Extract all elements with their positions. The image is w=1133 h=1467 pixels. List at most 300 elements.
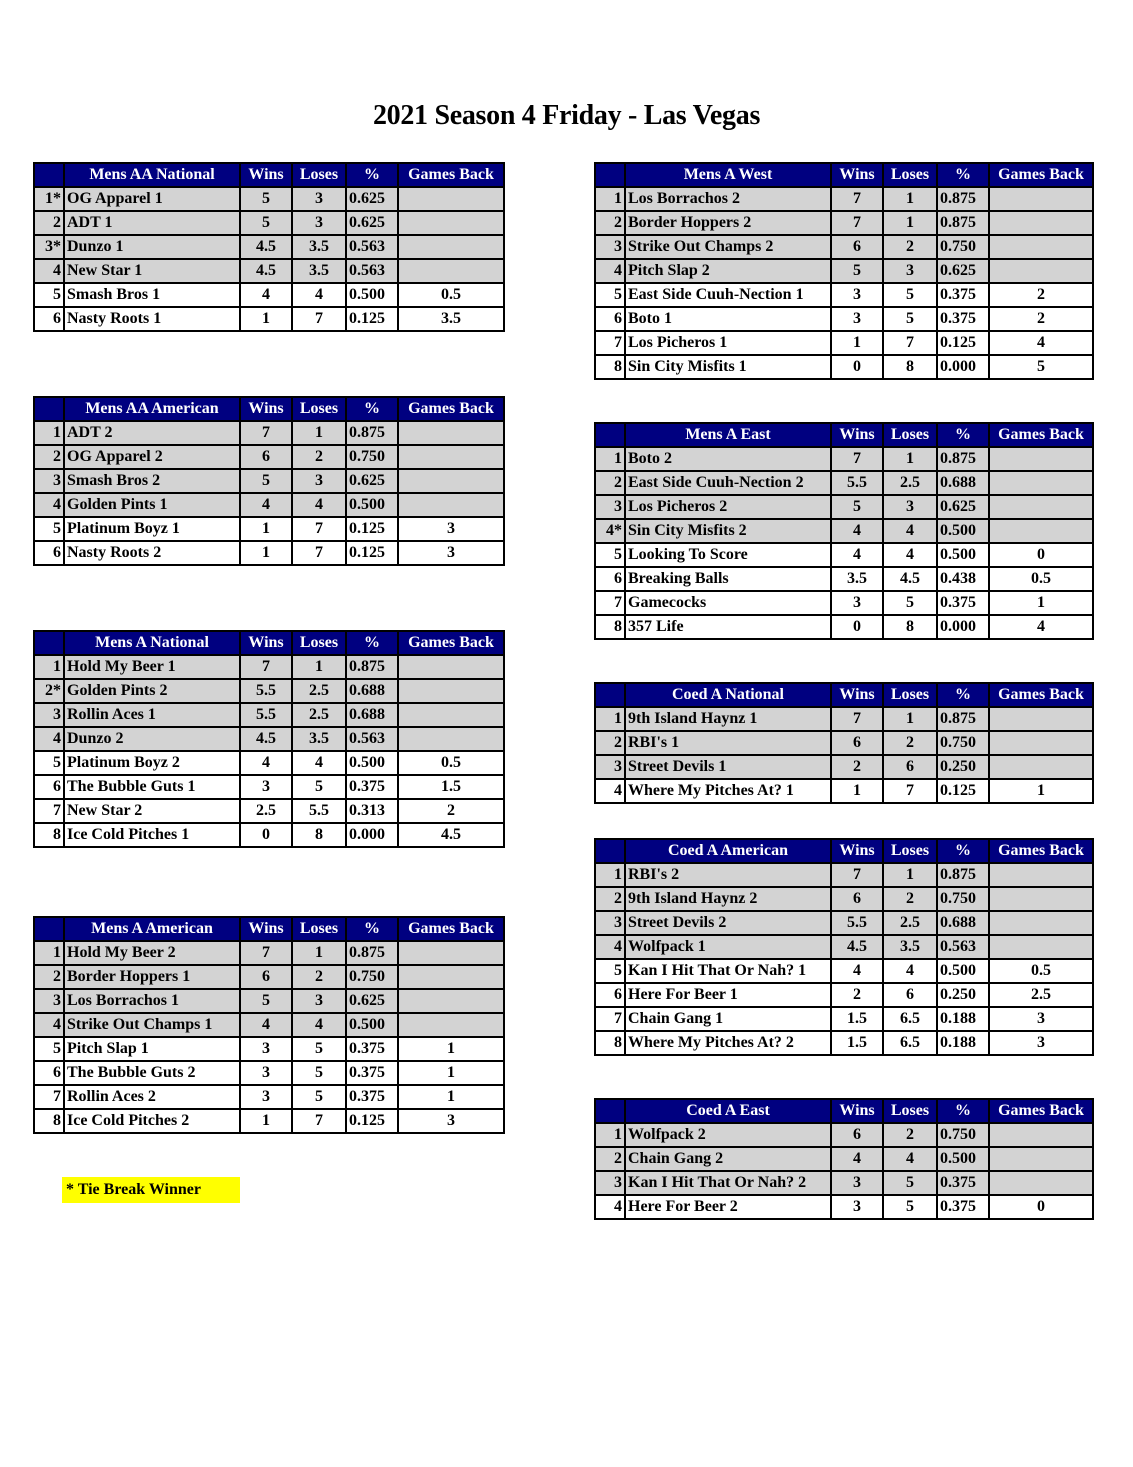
pct-cell: 0.688 — [346, 703, 398, 727]
table-row — [595, 887, 1093, 911]
table-row — [34, 517, 504, 541]
loses-header: Loses — [883, 839, 937, 863]
loses-cell: 2.5 — [292, 703, 346, 727]
team-name-cell: Chain Gang 2 — [625, 1147, 831, 1171]
pct-cell: 0.563 — [937, 935, 989, 959]
pct-cell: 0.000 — [937, 615, 989, 639]
wins-cell: 4.5 — [240, 727, 292, 751]
table-row — [595, 567, 1093, 591]
rank-cell: 7 — [595, 331, 625, 355]
table-row — [34, 799, 504, 823]
wins-cell: 3.5 — [831, 567, 883, 591]
pct-cell: 0.188 — [937, 1007, 989, 1031]
wins-cell: 4 — [240, 283, 292, 307]
loses-cell: 3 — [292, 989, 346, 1013]
wins-header: Wins — [831, 1099, 883, 1123]
games-back-cell — [398, 259, 504, 283]
pct-cell: 0.125 — [937, 331, 989, 355]
wins-cell: 3 — [831, 591, 883, 615]
division-name: Coed A American — [625, 839, 831, 863]
team-name-cell: Pitch Slap 1 — [64, 1037, 240, 1061]
games-back-cell: 2.5 — [989, 983, 1093, 1007]
wins-cell: 4.5 — [240, 235, 292, 259]
table-row — [595, 707, 1093, 731]
loses-cell: 8 — [292, 823, 346, 847]
division-table — [594, 422, 1094, 640]
pct-cell: 0.750 — [937, 1123, 989, 1147]
table-row — [34, 1037, 504, 1061]
games-back-cell: 1 — [989, 591, 1093, 615]
games-back-cell: 4.5 — [398, 823, 504, 847]
wins-cell: 7 — [240, 421, 292, 445]
wins-cell: 1.5 — [831, 1031, 883, 1055]
wins-cell: 3 — [831, 307, 883, 331]
wins-cell: 1 — [240, 541, 292, 565]
rank-cell: 7 — [34, 799, 64, 823]
division-name: Mens AA American — [64, 397, 240, 421]
games-back-cell: 2 — [398, 799, 504, 823]
games-back-cell — [398, 421, 504, 445]
loses-cell: 5 — [883, 1195, 937, 1219]
loses-cell: 6.5 — [883, 1031, 937, 1055]
games-back-header: Games Back — [989, 423, 1093, 447]
table-row — [34, 235, 504, 259]
table-row — [34, 679, 504, 703]
games-back-cell — [989, 471, 1093, 495]
games-back-cell: 3 — [398, 541, 504, 565]
division-table — [594, 682, 1094, 804]
team-name-cell: Golden Pints 1 — [64, 493, 240, 517]
loses-cell: 5 — [292, 775, 346, 799]
table-row — [34, 445, 504, 469]
rank-cell: 1 — [595, 863, 625, 887]
pct-cell: 0.313 — [346, 799, 398, 823]
team-name-cell: Ice Cold Pitches 2 — [64, 1109, 240, 1133]
games-back-cell: 0.5 — [989, 567, 1093, 591]
rank-cell: 3 — [595, 911, 625, 935]
team-name-cell: New Star 1 — [64, 259, 240, 283]
wins-cell: 2 — [831, 755, 883, 779]
rank-cell: 2 — [595, 731, 625, 755]
pct-cell: 0.375 — [346, 1037, 398, 1061]
loses-cell: 5 — [883, 1171, 937, 1195]
wins-cell: 3 — [831, 283, 883, 307]
loses-header: Loses — [292, 917, 346, 941]
table-row — [34, 965, 504, 989]
table-row — [595, 543, 1093, 567]
table-row — [595, 283, 1093, 307]
games-back-cell: 5 — [989, 355, 1093, 379]
wins-cell: 7 — [831, 187, 883, 211]
games-back-cell: 2 — [989, 307, 1093, 331]
division-header-row — [34, 631, 504, 655]
pct-cell: 0.500 — [937, 519, 989, 543]
table-row — [595, 1171, 1093, 1195]
team-name-cell: Los Borrachos 2 — [625, 187, 831, 211]
pct-cell: 0.875 — [346, 655, 398, 679]
games-back-cell: 1 — [398, 1085, 504, 1109]
table-row — [34, 211, 504, 235]
team-name-cell: Strike Out Champs 1 — [64, 1013, 240, 1037]
team-name-cell: Looking To Score — [625, 543, 831, 567]
division-header-row — [595, 163, 1093, 187]
loses-cell: 4 — [292, 283, 346, 307]
team-name-cell: East Side Cuuh-Nection 1 — [625, 283, 831, 307]
team-name-cell: Golden Pints 2 — [64, 679, 240, 703]
division-table — [33, 630, 505, 848]
loses-cell: 1 — [883, 187, 937, 211]
team-name-cell: Nasty Roots 1 — [64, 307, 240, 331]
pct-cell: 0.875 — [937, 187, 989, 211]
loses-cell: 7 — [292, 307, 346, 331]
rank-cell: 7 — [34, 1085, 64, 1109]
table-row — [34, 187, 504, 211]
tie-break-legend: * Tie Break Winner — [62, 1177, 240, 1203]
wins-cell: 3 — [240, 775, 292, 799]
team-name-cell: Los Picheros 2 — [625, 495, 831, 519]
rank-cell: 1 — [34, 421, 64, 445]
wins-cell: 6 — [240, 445, 292, 469]
pct-cell: 0.125 — [937, 779, 989, 803]
loses-cell: 4 — [883, 1147, 937, 1171]
pct-cell: 0.688 — [937, 911, 989, 935]
loses-header: Loses — [292, 163, 346, 187]
games-back-cell — [989, 755, 1093, 779]
rank-header — [34, 397, 64, 421]
loses-cell: 2 — [883, 887, 937, 911]
wins-cell: 3 — [240, 1061, 292, 1085]
table-row — [595, 447, 1093, 471]
loses-cell: 3 — [883, 495, 937, 519]
loses-cell: 3.5 — [292, 727, 346, 751]
table-row — [595, 211, 1093, 235]
wins-cell: 1 — [240, 1109, 292, 1133]
games-back-cell: 4 — [989, 331, 1093, 355]
division-header-row — [34, 917, 504, 941]
rank-cell: 2 — [595, 211, 625, 235]
table-row — [595, 731, 1093, 755]
pct-cell: 0.625 — [937, 495, 989, 519]
games-back-header: Games Back — [398, 631, 504, 655]
team-name-cell: Here For Beer 2 — [625, 1195, 831, 1219]
loses-header: Loses — [883, 163, 937, 187]
loses-cell: 3 — [292, 187, 346, 211]
loses-cell: 8 — [883, 615, 937, 639]
table-row — [34, 541, 504, 565]
wins-cell: 4.5 — [240, 259, 292, 283]
table-row — [34, 283, 504, 307]
team-name-cell: Gamecocks — [625, 591, 831, 615]
wins-header: Wins — [240, 397, 292, 421]
loses-cell: 2 — [883, 1123, 937, 1147]
table-row — [34, 1109, 504, 1133]
pct-cell: 0.750 — [937, 235, 989, 259]
table-row — [595, 187, 1093, 211]
games-back-cell: 3 — [398, 517, 504, 541]
pct-header: % — [346, 397, 398, 421]
pct-cell: 0.750 — [346, 965, 398, 989]
wins-cell: 4 — [831, 543, 883, 567]
games-back-cell — [989, 259, 1093, 283]
pct-cell: 0.375 — [937, 1195, 989, 1219]
wins-cell: 7 — [831, 211, 883, 235]
pct-header: % — [346, 917, 398, 941]
loses-header: Loses — [883, 683, 937, 707]
wins-cell: 4 — [831, 959, 883, 983]
division-header-row — [595, 839, 1093, 863]
team-name-cell: Smash Bros 2 — [64, 469, 240, 493]
games-back-cell: 3 — [398, 1109, 504, 1133]
table-row — [595, 355, 1093, 379]
pct-cell: 0.625 — [346, 469, 398, 493]
wins-cell: 4 — [240, 1013, 292, 1037]
loses-cell: 5 — [292, 1037, 346, 1061]
wins-cell: 0 — [831, 355, 883, 379]
rank-cell: 6 — [34, 775, 64, 799]
games-back-header: Games Back — [398, 397, 504, 421]
table-row — [595, 471, 1093, 495]
wins-header: Wins — [831, 163, 883, 187]
loses-cell: 1 — [883, 211, 937, 235]
pct-cell: 0.000 — [346, 823, 398, 847]
rank-cell: 4 — [34, 259, 64, 283]
team-name-cell: Strike Out Champs 2 — [625, 235, 831, 259]
rank-cell: 6 — [34, 307, 64, 331]
games-back-cell — [989, 863, 1093, 887]
wins-header: Wins — [831, 839, 883, 863]
loses-cell: 2 — [883, 235, 937, 259]
rank-cell: 1 — [595, 1123, 625, 1147]
wins-cell: 5 — [240, 187, 292, 211]
loses-cell: 3.5 — [883, 935, 937, 959]
division-header-row — [595, 1099, 1093, 1123]
games-back-cell — [398, 187, 504, 211]
division-name: Coed A East — [625, 1099, 831, 1123]
pct-cell: 0.375 — [346, 1085, 398, 1109]
loses-cell: 5 — [883, 591, 937, 615]
table-row — [34, 1061, 504, 1085]
table-row — [595, 591, 1093, 615]
team-name-cell: Kan I Hit That Or Nah? 2 — [625, 1171, 831, 1195]
rank-cell: 5 — [34, 1037, 64, 1061]
team-name-cell: Border Hoppers 2 — [625, 211, 831, 235]
loses-cell: 2.5 — [883, 471, 937, 495]
wins-cell: 1.5 — [831, 1007, 883, 1031]
pct-cell: 0.500 — [346, 1013, 398, 1037]
team-name-cell: Boto 1 — [625, 307, 831, 331]
games-back-cell: 2 — [989, 283, 1093, 307]
rank-cell: 6 — [34, 1061, 64, 1085]
games-back-cell — [398, 727, 504, 751]
pct-cell: 0.688 — [937, 471, 989, 495]
games-back-cell — [398, 989, 504, 1013]
table-row — [595, 983, 1093, 1007]
team-name-cell: Kan I Hit That Or Nah? 1 — [625, 959, 831, 983]
table-row — [34, 655, 504, 679]
team-name-cell: New Star 2 — [64, 799, 240, 823]
team-name-cell: 9th Island Haynz 1 — [625, 707, 831, 731]
wins-cell: 2 — [831, 983, 883, 1007]
pct-cell: 0.125 — [346, 517, 398, 541]
wins-cell: 7 — [240, 655, 292, 679]
games-back-header: Games Back — [398, 917, 504, 941]
pct-cell: 0.875 — [937, 707, 989, 731]
games-back-cell — [398, 469, 504, 493]
table-row — [34, 259, 504, 283]
pct-cell: 0.438 — [937, 567, 989, 591]
loses-cell: 1 — [292, 941, 346, 965]
loses-cell: 1 — [292, 421, 346, 445]
loses-cell: 5 — [292, 1085, 346, 1109]
loses-cell: 7 — [292, 1109, 346, 1133]
division-table — [594, 838, 1094, 1056]
pct-cell: 0.500 — [937, 1147, 989, 1171]
games-back-cell: 1 — [398, 1061, 504, 1085]
rank-cell: 5 — [34, 517, 64, 541]
rank-cell: 4 — [595, 259, 625, 283]
wins-cell: 7 — [831, 707, 883, 731]
rank-cell: 8 — [595, 355, 625, 379]
loses-cell: 2 — [883, 731, 937, 755]
loses-cell: 3.5 — [292, 259, 346, 283]
games-back-header: Games Back — [989, 683, 1093, 707]
games-back-cell — [398, 1013, 504, 1037]
team-name-cell: Where My Pitches At? 2 — [625, 1031, 831, 1055]
wins-cell: 4 — [831, 1147, 883, 1171]
games-back-cell — [989, 707, 1093, 731]
team-name-cell: Chain Gang 1 — [625, 1007, 831, 1031]
pct-cell: 0.500 — [937, 959, 989, 983]
games-back-cell — [989, 935, 1093, 959]
pct-header: % — [937, 839, 989, 863]
loses-cell: 4.5 — [883, 567, 937, 591]
wins-cell: 7 — [240, 941, 292, 965]
wins-header: Wins — [831, 683, 883, 707]
team-name-cell: Los Picheros 1 — [625, 331, 831, 355]
team-name-cell: RBI's 2 — [625, 863, 831, 887]
wins-cell: 7 — [831, 863, 883, 887]
table-row — [34, 727, 504, 751]
table-row — [595, 519, 1093, 543]
pct-cell: 0.500 — [937, 543, 989, 567]
loses-cell: 8 — [883, 355, 937, 379]
wins-cell: 6 — [831, 887, 883, 911]
loses-header: Loses — [883, 1099, 937, 1123]
team-name-cell: Boto 2 — [625, 447, 831, 471]
team-name-cell: The Bubble Guts 1 — [64, 775, 240, 799]
division-table — [594, 162, 1094, 380]
pct-cell: 0.688 — [346, 679, 398, 703]
wins-cell: 5 — [831, 495, 883, 519]
wins-cell: 7 — [831, 447, 883, 471]
loses-cell: 7 — [292, 541, 346, 565]
pct-header: % — [937, 423, 989, 447]
rank-cell: 4* — [595, 519, 625, 543]
table-row — [34, 421, 504, 445]
games-back-cell — [398, 941, 504, 965]
team-name-cell: Hold My Beer 2 — [64, 941, 240, 965]
games-back-cell — [989, 911, 1093, 935]
pct-cell: 0.875 — [937, 863, 989, 887]
division-header-row — [34, 397, 504, 421]
pct-header: % — [937, 683, 989, 707]
games-back-cell: 1.5 — [398, 775, 504, 799]
rank-cell: 3 — [595, 1171, 625, 1195]
loses-cell: 2 — [292, 965, 346, 989]
team-name-cell: The Bubble Guts 2 — [64, 1061, 240, 1085]
loses-cell: 6 — [883, 983, 937, 1007]
rank-cell: 3 — [595, 495, 625, 519]
games-back-cell — [989, 1123, 1093, 1147]
games-back-cell: 1 — [398, 1037, 504, 1061]
loses-cell: 5 — [292, 1061, 346, 1085]
games-back-cell — [989, 1171, 1093, 1195]
pct-cell: 0.375 — [346, 1061, 398, 1085]
games-back-cell — [398, 965, 504, 989]
rank-cell: 2 — [34, 965, 64, 989]
rank-cell: 8 — [34, 1109, 64, 1133]
table-row — [34, 703, 504, 727]
rank-cell: 5 — [595, 543, 625, 567]
games-back-cell: 3 — [989, 1031, 1093, 1055]
table-row — [34, 493, 504, 517]
rank-cell: 2 — [595, 1147, 625, 1171]
table-row — [34, 751, 504, 775]
team-name-cell: Wolfpack 1 — [625, 935, 831, 959]
rank-cell: 3 — [34, 703, 64, 727]
loses-cell: 2.5 — [883, 911, 937, 935]
wins-cell: 5 — [240, 211, 292, 235]
loses-cell: 4 — [883, 519, 937, 543]
loses-cell: 3 — [292, 211, 346, 235]
table-row — [595, 959, 1093, 983]
division-header-row — [595, 683, 1093, 707]
wins-header: Wins — [240, 917, 292, 941]
games-back-cell — [989, 495, 1093, 519]
team-name-cell: Sin City Misfits 1 — [625, 355, 831, 379]
table-row — [34, 307, 504, 331]
pct-cell: 0.500 — [346, 283, 398, 307]
rank-cell: 1 — [34, 655, 64, 679]
table-row — [595, 235, 1093, 259]
games-back-cell — [989, 187, 1093, 211]
pct-cell: 0.375 — [937, 283, 989, 307]
division-table — [33, 396, 505, 566]
team-name-cell: Los Borrachos 1 — [64, 989, 240, 1013]
games-back-cell: 1 — [989, 779, 1093, 803]
rank-cell: 2 — [34, 211, 64, 235]
games-back-header: Games Back — [989, 1099, 1093, 1123]
games-back-cell: 0 — [989, 543, 1093, 567]
games-back-cell — [398, 703, 504, 727]
wins-cell: 1 — [240, 307, 292, 331]
rank-cell: 4 — [595, 1195, 625, 1219]
rank-cell: 5 — [34, 751, 64, 775]
table-row — [34, 1085, 504, 1109]
rank-cell: 1 — [595, 187, 625, 211]
table-row — [595, 779, 1093, 803]
loses-cell: 5 — [883, 283, 937, 307]
games-back-header: Games Back — [989, 839, 1093, 863]
games-back-cell: 0.5 — [398, 751, 504, 775]
loses-cell: 1 — [292, 655, 346, 679]
table-row — [595, 755, 1093, 779]
table-row — [595, 1147, 1093, 1171]
wins-cell: 5.5 — [831, 471, 883, 495]
games-back-header: Games Back — [398, 163, 504, 187]
rank-cell: 2 — [595, 887, 625, 911]
rank-cell: 7 — [595, 591, 625, 615]
